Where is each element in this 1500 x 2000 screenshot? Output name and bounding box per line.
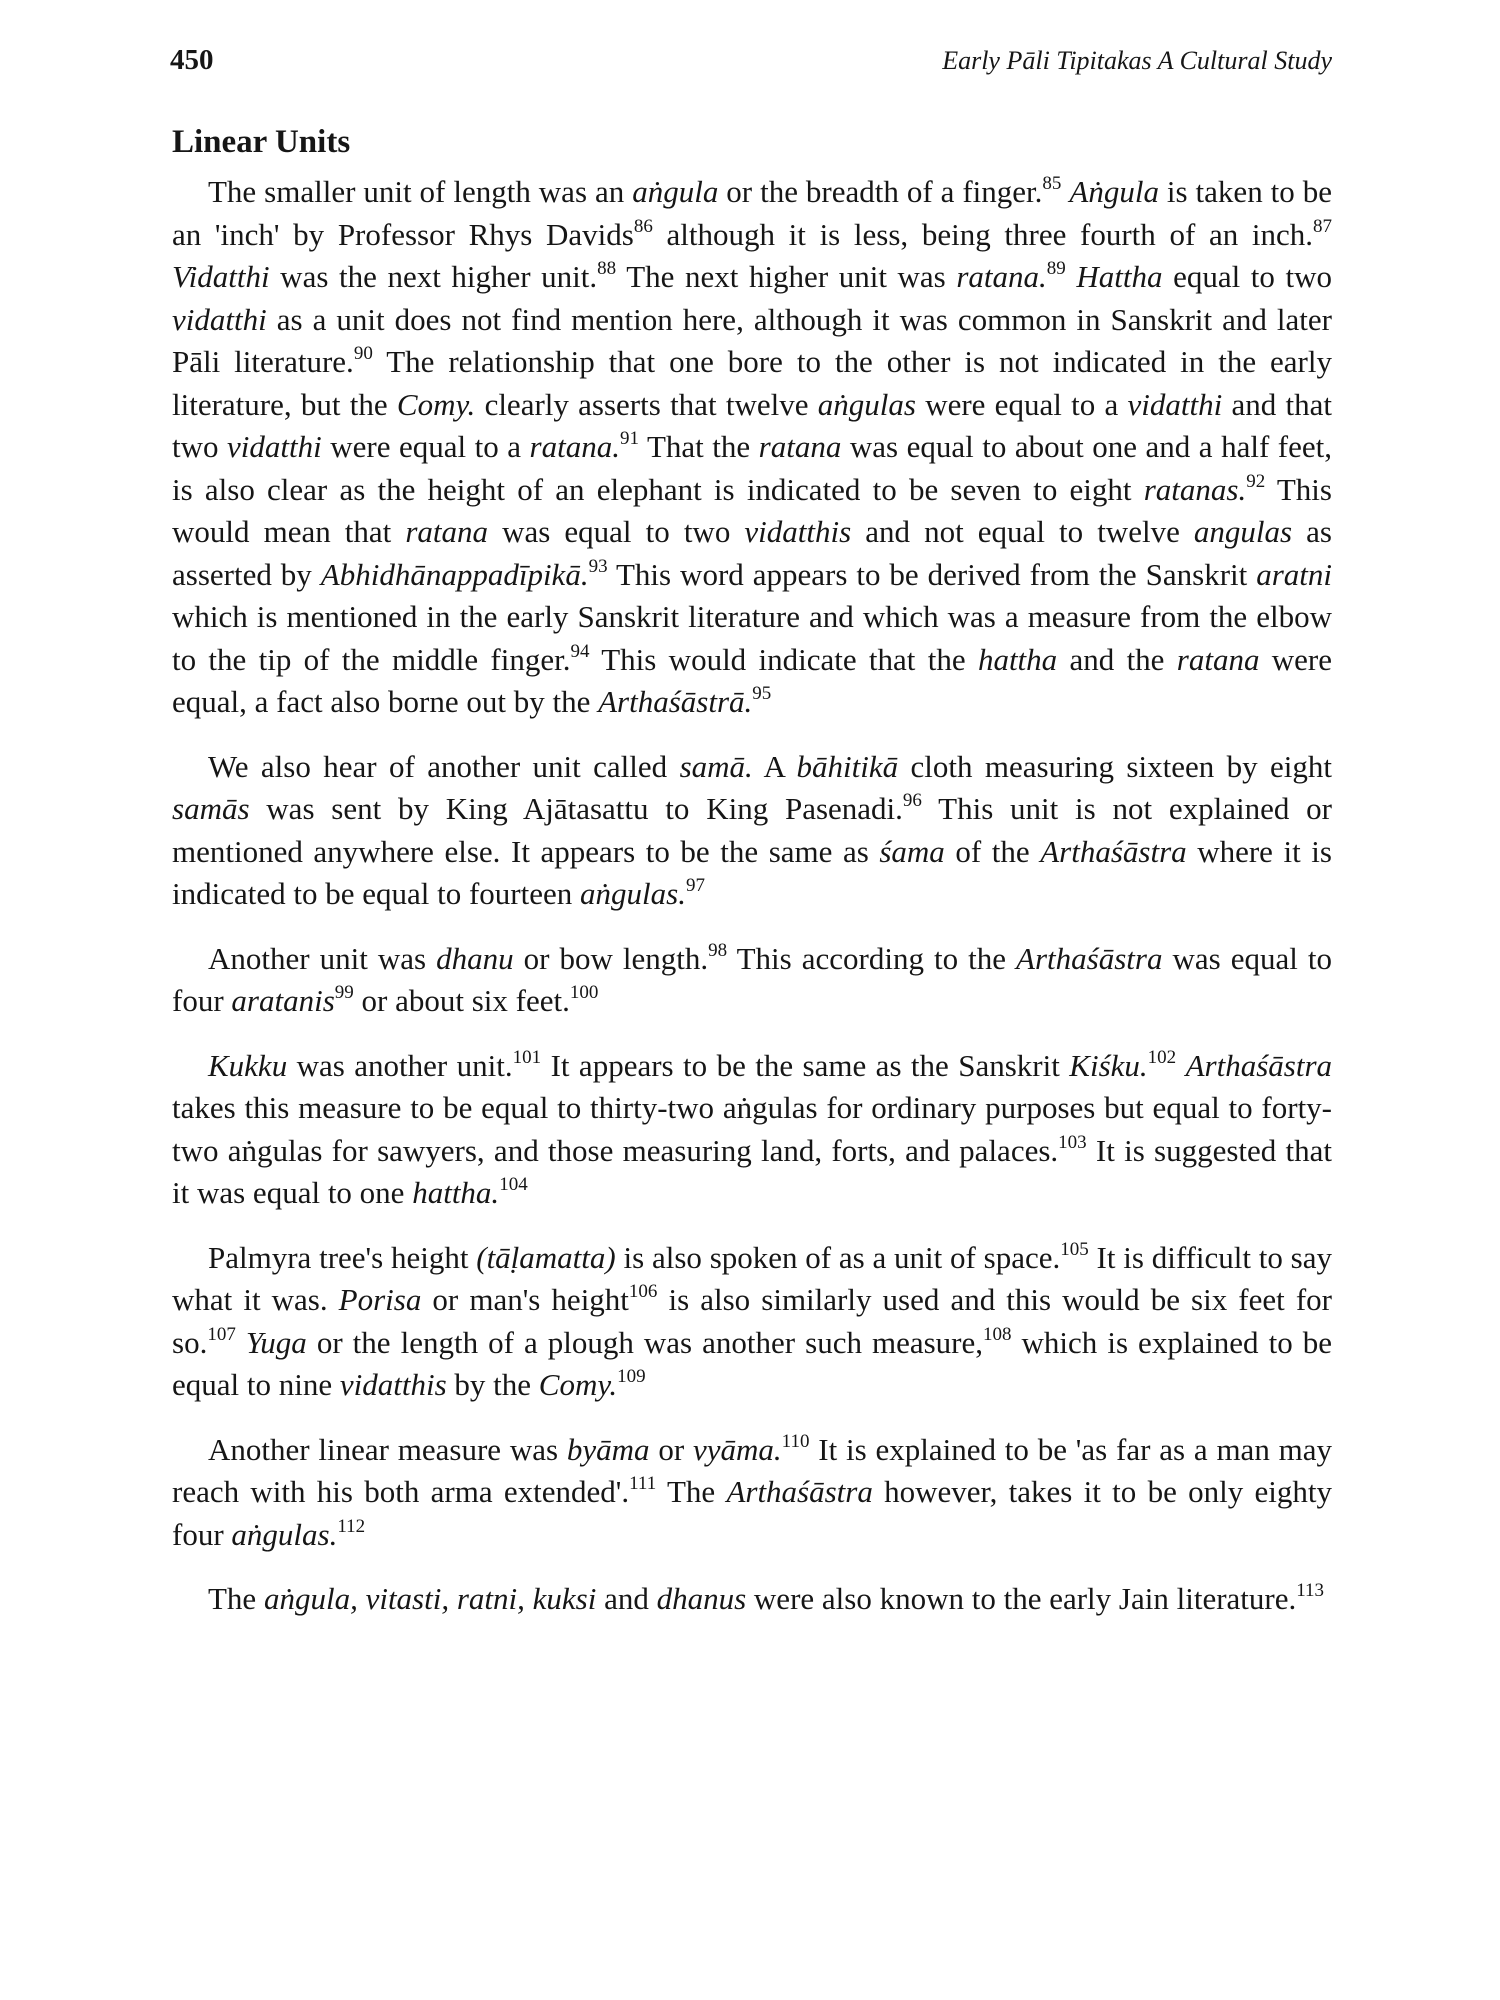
italic-term: aṅgulas. bbox=[231, 1516, 338, 1552]
text-run: and bbox=[596, 1581, 657, 1616]
text-run: or bbox=[649, 1431, 693, 1467]
text-run bbox=[236, 1325, 246, 1360]
running-head bbox=[170, 44, 1332, 77]
italic-term: samā. bbox=[679, 748, 753, 784]
text-run: The bbox=[656, 1474, 727, 1509]
text-run bbox=[1332, 217, 1340, 252]
footnote-ref: 88 bbox=[597, 258, 617, 279]
italic-term: ratana bbox=[1176, 641, 1260, 677]
italic-term: vidatthis bbox=[339, 1367, 447, 1402]
footnote-ref: 86 bbox=[633, 215, 653, 237]
footnote-ref: 101 bbox=[512, 1046, 542, 1068]
footnote-ref: 87 bbox=[1313, 215, 1333, 237]
text-run: or the breadth of a finger. bbox=[718, 174, 1043, 209]
italic-term: hattha. bbox=[412, 1175, 500, 1210]
book-title: Early Pāli Tipitakas A Cultural Study bbox=[942, 46, 1332, 75]
italic-term: dhanu bbox=[436, 940, 514, 976]
text-run: were also known to the early Jain literature. bbox=[746, 1581, 1297, 1616]
text-run: The smaller unit of length was an bbox=[208, 174, 633, 209]
text-run: although it is less, being three fourth of an inch. bbox=[652, 216, 1314, 252]
italic-term: Kiśku. bbox=[1069, 1047, 1148, 1083]
italic-term: Porisa bbox=[338, 1282, 422, 1317]
page-number: 450 bbox=[170, 44, 214, 76]
text-run: and the bbox=[1057, 641, 1177, 677]
footnote-ref: 113 bbox=[1296, 1580, 1325, 1601]
italic-term: ratana bbox=[758, 429, 842, 464]
italic-term: aṅgulas bbox=[817, 386, 916, 422]
text-run: were equal to a bbox=[915, 386, 1128, 422]
italic-term: hattha bbox=[977, 641, 1058, 677]
italic-term: vidatthi bbox=[172, 301, 267, 337]
text-run: as a unit does not find mention here, although it was common in Sanskrit and later Pāli literature. bbox=[172, 301, 1340, 379]
italic-term: aṅgula bbox=[632, 174, 719, 209]
text-run: Palmyra tree's height bbox=[208, 1239, 477, 1275]
footnote-ref: 92 bbox=[1246, 470, 1266, 492]
text-run: is taken to be an 'inch' by Professor Rhys Davids bbox=[172, 174, 1340, 252]
text-run bbox=[1066, 259, 1077, 294]
italic-term: (tāḷamatta) bbox=[476, 1239, 616, 1275]
paragraph bbox=[172, 1578, 1332, 1621]
text-run: was sent by King Ajātasattu to King Pasenadi. bbox=[249, 791, 903, 826]
italic-term: ratana. bbox=[529, 429, 620, 464]
text-run: or the length of a plough was another such measure, bbox=[306, 1324, 984, 1360]
text-run: is also similarly used and this would be six feet for so. bbox=[172, 1282, 1340, 1360]
text-run: was another unit. bbox=[287, 1047, 513, 1083]
text-run: That the bbox=[638, 429, 759, 464]
italic-term: Hattha bbox=[1076, 259, 1163, 294]
footnote-ref: 99 bbox=[334, 982, 354, 1003]
footnote-ref: 100 bbox=[569, 982, 599, 1003]
text-run: were equal to a bbox=[321, 429, 530, 464]
paragraph bbox=[172, 1045, 1340, 1215]
footnote-ref: 102 bbox=[1147, 1046, 1177, 1068]
italic-term: Vidatthi bbox=[172, 259, 270, 294]
footnote-ref: 106 bbox=[628, 1281, 658, 1302]
text-run: however, takes it to be only eighty four bbox=[172, 1474, 1340, 1552]
text-run: was equal to two bbox=[488, 514, 745, 549]
footnote-ref: 112 bbox=[337, 1515, 366, 1537]
text-run: Another linear measure was bbox=[208, 1431, 567, 1467]
text-run: as asserted by bbox=[172, 514, 1340, 592]
text-run: This unit is not explained or mentioned anywhere else. It appears to be the same as bbox=[172, 791, 1340, 869]
text-run: This word appears to be derived from the Sanskrit bbox=[607, 556, 1257, 592]
text-run: or about six feet. bbox=[353, 983, 570, 1018]
text-run: clearly asserts that twelve bbox=[475, 386, 818, 422]
footnote-ref: 96 bbox=[902, 790, 922, 811]
italic-term: Yuga bbox=[245, 1324, 307, 1360]
text-run: We also hear of another unit called bbox=[208, 748, 680, 784]
italic-term: bāhitikā bbox=[796, 748, 899, 784]
italic-term: angulas bbox=[1193, 514, 1293, 549]
italic-term: Aṅgula bbox=[1069, 174, 1159, 209]
text-run: which is mentioned in the early Sanskrit literature and which was a measure from the elbow to the tip of the middle finger. bbox=[172, 556, 1348, 677]
footnote-ref: 89 bbox=[1046, 258, 1066, 279]
text-run: equal to two bbox=[1162, 259, 1340, 294]
text-run bbox=[1176, 1048, 1185, 1083]
italic-term: Arthaśāstra bbox=[726, 1474, 873, 1509]
italic-term: vyāma. bbox=[693, 1431, 782, 1467]
footnote-ref: 111 bbox=[629, 1473, 657, 1494]
footnote-ref: 105 bbox=[1060, 1238, 1089, 1260]
footnote-ref: 94 bbox=[570, 640, 590, 662]
italic-term: ratanas. bbox=[1143, 471, 1247, 507]
text-run: was equal to about one and a half feet, is also clear as the height of an elephant is indicated to be seven to eight bbox=[172, 429, 1340, 507]
text-run: and not equal to twelve bbox=[851, 514, 1194, 549]
text-run: The next higher unit was bbox=[616, 259, 957, 294]
italic-term: aṅgula, vitasti, ratni, kuksi bbox=[263, 1581, 597, 1616]
italic-term: Arthaśāstrā. bbox=[598, 684, 753, 719]
text-run: This would indicate that the bbox=[589, 641, 978, 677]
text-run: It is suggested that it was equal to one bbox=[172, 1132, 1340, 1210]
text-run: or man's height bbox=[421, 1282, 629, 1317]
footnote-ref: 97 bbox=[685, 875, 705, 896]
section-heading: Linear Units bbox=[172, 124, 351, 160]
footnote-ref: 103 bbox=[1058, 1131, 1087, 1153]
italic-term: ratana. bbox=[956, 259, 1047, 294]
paragraph bbox=[172, 938, 1340, 1023]
text-run: This according to the bbox=[727, 940, 1017, 976]
footnote-ref: 108 bbox=[983, 1323, 1012, 1345]
italic-term: Comy. bbox=[538, 1367, 618, 1402]
text-run: This would mean that bbox=[172, 471, 1340, 549]
italic-term: aratanis bbox=[231, 983, 335, 1018]
italic-term: Arthaśāstra bbox=[1040, 833, 1187, 869]
italic-term: śama bbox=[879, 833, 945, 869]
paragraph bbox=[172, 171, 1348, 724]
text-run: Another unit was bbox=[208, 940, 437, 976]
italic-term: Arthaśāstra bbox=[1185, 1047, 1333, 1083]
italic-term: samās bbox=[172, 791, 250, 826]
text-run: by the bbox=[446, 1367, 539, 1402]
text-run: and that two bbox=[172, 386, 1340, 464]
footnote-ref: 90 bbox=[353, 343, 373, 364]
footnote-ref: 110 bbox=[781, 1430, 810, 1452]
footnote-ref: 107 bbox=[207, 1323, 236, 1345]
text-run: The bbox=[208, 1581, 264, 1616]
text-run: A bbox=[752, 748, 797, 784]
footnote-ref: 93 bbox=[588, 555, 608, 577]
italic-term: vidatthi bbox=[1127, 386, 1223, 422]
text-run: of the bbox=[944, 833, 1041, 869]
footnote-ref: 109 bbox=[617, 1366, 646, 1387]
footnote-ref: 85 bbox=[1042, 173, 1062, 194]
footnote-ref: 91 bbox=[619, 428, 639, 449]
italic-term: Abhidhānappadīpikā. bbox=[320, 556, 589, 592]
italic-term: ratana bbox=[405, 514, 489, 549]
italic-term: Arthaśāstra bbox=[1016, 940, 1163, 976]
text-run: where it is indicated to be equal to fourteen bbox=[172, 833, 1340, 911]
text-run: It is difficult to say what it was. bbox=[172, 1239, 1340, 1317]
italic-term: Comy. bbox=[396, 386, 476, 422]
text-run: or bow length. bbox=[513, 940, 709, 976]
text-run: takes this measure to be equal to thirty-two aṅgulas for ordinary purposes but equal to forty-two aṅgulas for sawyers, and those measuring land, forts, and palaces. bbox=[172, 1047, 1340, 1168]
text-run: were equal, a fact also borne out by the bbox=[172, 641, 1340, 719]
text-run: was equal to four bbox=[172, 940, 1340, 1018]
paragraph bbox=[172, 1237, 1340, 1407]
footnote-ref: 104 bbox=[499, 1174, 528, 1195]
italic-term: dhanus bbox=[656, 1581, 747, 1616]
italic-term: vidatthis bbox=[744, 514, 852, 549]
body-text bbox=[172, 124, 1348, 1643]
paragraph bbox=[172, 746, 1340, 916]
footnote-ref: 98 bbox=[708, 939, 728, 961]
italic-term: vidatthi bbox=[227, 429, 322, 464]
paragraph bbox=[172, 1429, 1340, 1557]
italic-term: Kukku bbox=[208, 1047, 288, 1083]
italic-term: aratni bbox=[1256, 556, 1333, 592]
text-run: was the next higher unit. bbox=[269, 259, 598, 294]
text-run: The relationship that one bore to the other is not indicated in the early literature, but the bbox=[172, 344, 1340, 422]
footnote-ref: 95 bbox=[752, 683, 772, 704]
text-run: It is explained to be 'as far as a man may reach with his both arma extended'. bbox=[172, 1431, 1340, 1509]
text-run: cloth measuring sixteen by eight bbox=[898, 748, 1340, 784]
text-run: It appears to be the same as the Sanskrit bbox=[541, 1047, 1070, 1083]
italic-term: aṅgulas. bbox=[580, 876, 686, 911]
text-run: is also spoken of as a unit of space. bbox=[615, 1239, 1061, 1275]
italic-term: byāma bbox=[566, 1431, 650, 1467]
text-run: which is explained to be equal to nine bbox=[172, 1324, 1340, 1402]
